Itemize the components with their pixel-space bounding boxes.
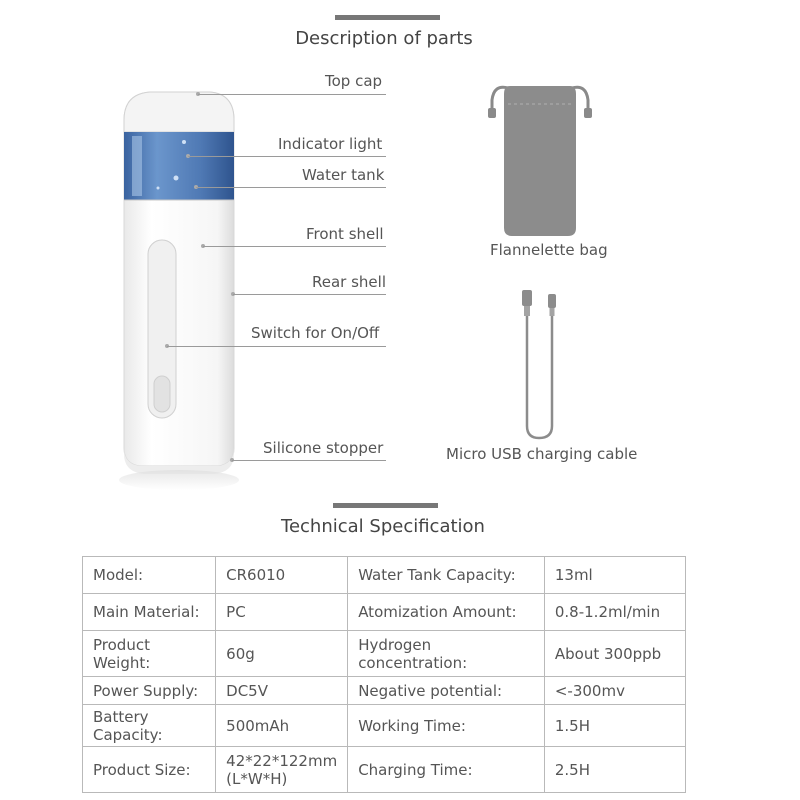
table-row <box>83 631 686 677</box>
switch-label: Switch for On/Off <box>251 324 380 342</box>
spec-key: Product Weight: <box>83 631 216 677</box>
silicone-stopper-leader <box>232 460 386 461</box>
spec-key: Main Material: <box>83 594 216 631</box>
tank-highlight <box>132 136 142 196</box>
usb-connector <box>522 290 532 306</box>
parts-section-title: Description of parts <box>295 28 473 49</box>
rear-shell-label: Rear shell <box>312 273 386 291</box>
spec-key: Atomization Amount: <box>348 594 545 631</box>
indicator-light-label: Indicator light <box>278 135 383 153</box>
table-row <box>83 677 686 705</box>
spec-key: Water Tank Capacity: <box>348 557 545 594</box>
spec-value: 500mAh <box>216 705 348 747</box>
spec-key: Working Time: <box>348 705 545 747</box>
flannelette-bag-label: Flannelette bag <box>490 241 608 259</box>
indicator-light-leader <box>188 156 386 157</box>
bag-body <box>504 86 576 236</box>
top-cap-label: Top cap <box>325 72 383 90</box>
spec-key: Charging Time: <box>348 747 545 793</box>
spec-value: PC <box>216 594 348 631</box>
table-row <box>83 705 686 747</box>
section-divider-spec <box>333 503 438 508</box>
spec-value: 42*22*122mm (L*W*H) <box>216 747 348 793</box>
spec-key: Hydrogen concentration: <box>348 631 545 677</box>
table-row <box>83 747 686 793</box>
spec-value: 1.5H <box>544 705 685 747</box>
spec-key: Product Size: <box>83 747 216 793</box>
table-row <box>83 594 686 631</box>
top-cap <box>124 92 234 132</box>
switch-knob <box>154 376 170 412</box>
rear-shell-leader <box>233 294 386 295</box>
spec-value: DC5V <box>216 677 348 705</box>
water-tank-leader <box>196 187 386 188</box>
table-row <box>83 557 686 594</box>
spec-value: 60g <box>216 631 348 677</box>
spec-table <box>82 556 686 793</box>
spec-section-title: Technical Specification <box>281 516 485 537</box>
front-shell-label: Front shell <box>306 225 384 243</box>
spec-value: 0.8-1.2ml/min <box>544 594 685 631</box>
spec-value: <-300mv <box>544 677 685 705</box>
silicone-stopper-label: Silicone stopper <box>263 439 384 457</box>
device-illustration <box>110 80 250 500</box>
front-shell-leader <box>203 246 386 247</box>
spec-value: CR6010 <box>216 557 348 594</box>
spec-value: About 300ppb <box>544 631 685 677</box>
switch-leader <box>167 346 386 347</box>
flannelette-bag-illustration <box>480 78 600 242</box>
usb-cable-label: Micro USB charging cable <box>446 445 638 463</box>
spec-key: Battery Capacity: <box>83 705 216 747</box>
water-tank-label: Water tank <box>302 166 385 184</box>
usb-cable-illustration <box>510 288 570 444</box>
micro-usb-connector <box>548 294 556 308</box>
section-divider-top <box>335 15 440 20</box>
spec-key: Negative potential: <box>348 677 545 705</box>
top-cap-leader <box>198 94 386 95</box>
cable-loop <box>527 316 552 438</box>
spec-value: 2.5H <box>544 747 685 793</box>
spec-key: Power Supply: <box>83 677 216 705</box>
spec-value: 13ml <box>544 557 685 594</box>
spec-key: Model: <box>83 557 216 594</box>
